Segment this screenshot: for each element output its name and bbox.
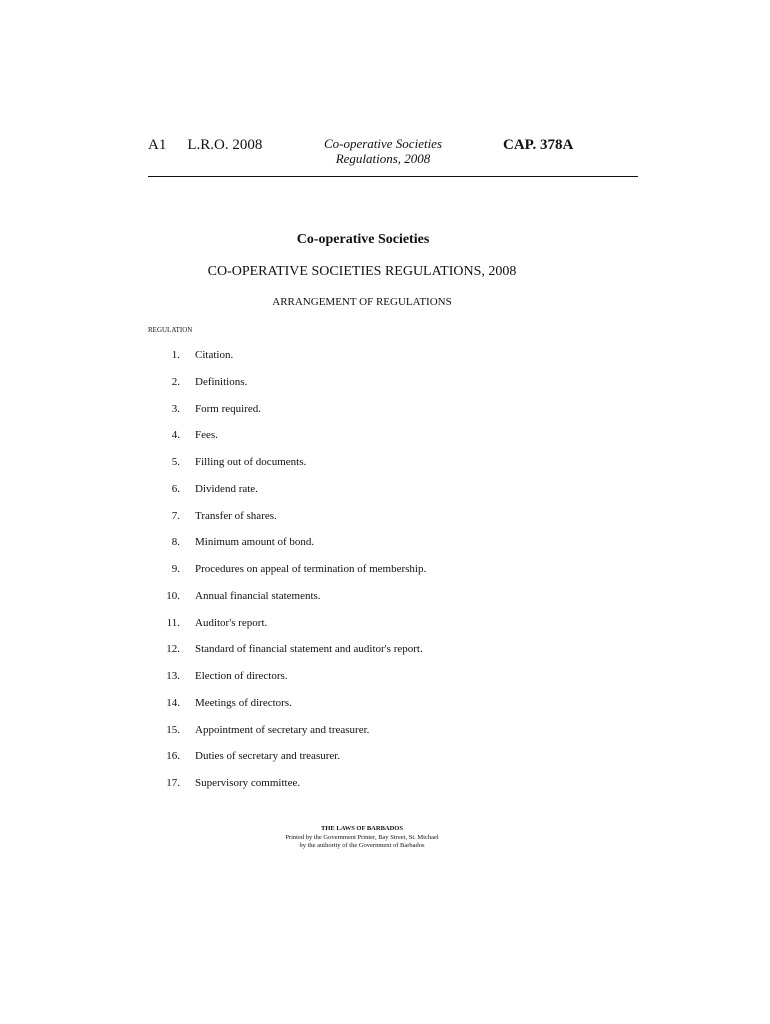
lro-edition: L.R.O. 2008 bbox=[187, 137, 263, 153]
regulation-item bbox=[148, 510, 588, 537]
running-title-line-1: Co-operative Societies bbox=[323, 136, 443, 151]
regulation-item bbox=[148, 670, 588, 697]
regulation-item bbox=[148, 724, 588, 751]
regulation-title: Election of directors. bbox=[195, 670, 288, 682]
regulation-number: 8. bbox=[171, 536, 180, 549]
regulation-item bbox=[148, 777, 588, 804]
regulation-item bbox=[148, 563, 588, 590]
document-title: Co-operative Societies bbox=[296, 232, 430, 247]
regulation-title: Citation. bbox=[195, 349, 234, 361]
regulation-item bbox=[148, 750, 588, 777]
regulation-number: 2. bbox=[171, 375, 180, 388]
regulation-title: Duties of secretary and treasurer. bbox=[195, 750, 341, 763]
arrangement-heading: ARRANGEMENT OF REGULATIONS bbox=[272, 296, 452, 308]
regulation-number: 15. bbox=[166, 723, 180, 736]
regulation-item bbox=[148, 697, 588, 724]
regulation-number: 13. bbox=[166, 670, 180, 682]
regulation-title: Supervisory committee. bbox=[195, 777, 301, 789]
regulations-list bbox=[148, 349, 588, 804]
regulation-number: 17. bbox=[166, 777, 180, 789]
regulation-number: 7. bbox=[171, 509, 180, 522]
regulation-item bbox=[148, 643, 588, 670]
regulation-item bbox=[148, 536, 588, 563]
regulation-title: Appointment of secretary and treasurer. bbox=[195, 723, 370, 736]
regulation-column-label: REGULATION bbox=[148, 326, 193, 334]
page-code: A1 bbox=[148, 137, 167, 153]
regulation-item bbox=[148, 590, 588, 617]
regulation-title: Dividend rate. bbox=[195, 482, 258, 495]
regulation-number: 4. bbox=[171, 429, 180, 442]
regulation-title: Standard of financial statement and auditor's report. bbox=[195, 643, 423, 656]
regulation-item bbox=[148, 429, 588, 456]
running-title-line-2: Regulations, 2008 bbox=[335, 151, 431, 166]
document-subtitle: CO-OPERATIVE SOCIETIES REGULATIONS, 2008 bbox=[207, 264, 517, 279]
regulation-item bbox=[148, 483, 588, 510]
footer-printer-line: Printed by the Government Printer, Bay Street, St. Michael bbox=[285, 833, 439, 841]
regulation-title: Meetings of directors. bbox=[195, 696, 292, 709]
regulation-title: Procedures on appeal of termination of membership. bbox=[195, 563, 427, 575]
footer-laws-title: THE LAWS OF BARBADOS bbox=[321, 825, 403, 832]
regulation-number: 5. bbox=[171, 456, 180, 468]
regulation-number: 11. bbox=[166, 616, 180, 629]
regulation-item bbox=[148, 376, 588, 403]
regulation-number: 12. bbox=[166, 643, 180, 656]
regulation-number: 1. bbox=[171, 349, 180, 361]
regulation-number: 9. bbox=[171, 563, 180, 575]
header-divider bbox=[148, 176, 638, 177]
regulation-number: 6. bbox=[171, 482, 180, 495]
regulation-number: 14. bbox=[166, 696, 180, 709]
regulation-title: Fees. bbox=[195, 429, 218, 442]
regulation-title: Form required. bbox=[195, 402, 261, 415]
regulation-title: Minimum amount of bond. bbox=[195, 536, 315, 549]
publisher-footer bbox=[148, 825, 576, 851]
running-header-title bbox=[283, 136, 483, 166]
regulation-number: 16. bbox=[166, 750, 180, 763]
regulation-number: 3. bbox=[171, 402, 180, 415]
regulation-item bbox=[148, 403, 588, 430]
regulation-item bbox=[148, 456, 588, 483]
regulation-title: Auditor's report. bbox=[195, 616, 268, 629]
regulation-number: 10. bbox=[166, 589, 180, 602]
regulation-title: Filling out of documents. bbox=[195, 456, 307, 468]
regulation-title: Transfer of shares. bbox=[195, 509, 277, 522]
running-header-left bbox=[148, 137, 262, 154]
regulation-item bbox=[148, 349, 588, 376]
chapter-number: CAP. 378A bbox=[503, 137, 574, 153]
footer-authority-line: by the authority of the Government of Barbados bbox=[299, 842, 425, 849]
regulation-item bbox=[148, 617, 588, 644]
regulation-title: Annual financial statements. bbox=[195, 589, 321, 602]
regulation-title: Definitions. bbox=[195, 375, 248, 388]
